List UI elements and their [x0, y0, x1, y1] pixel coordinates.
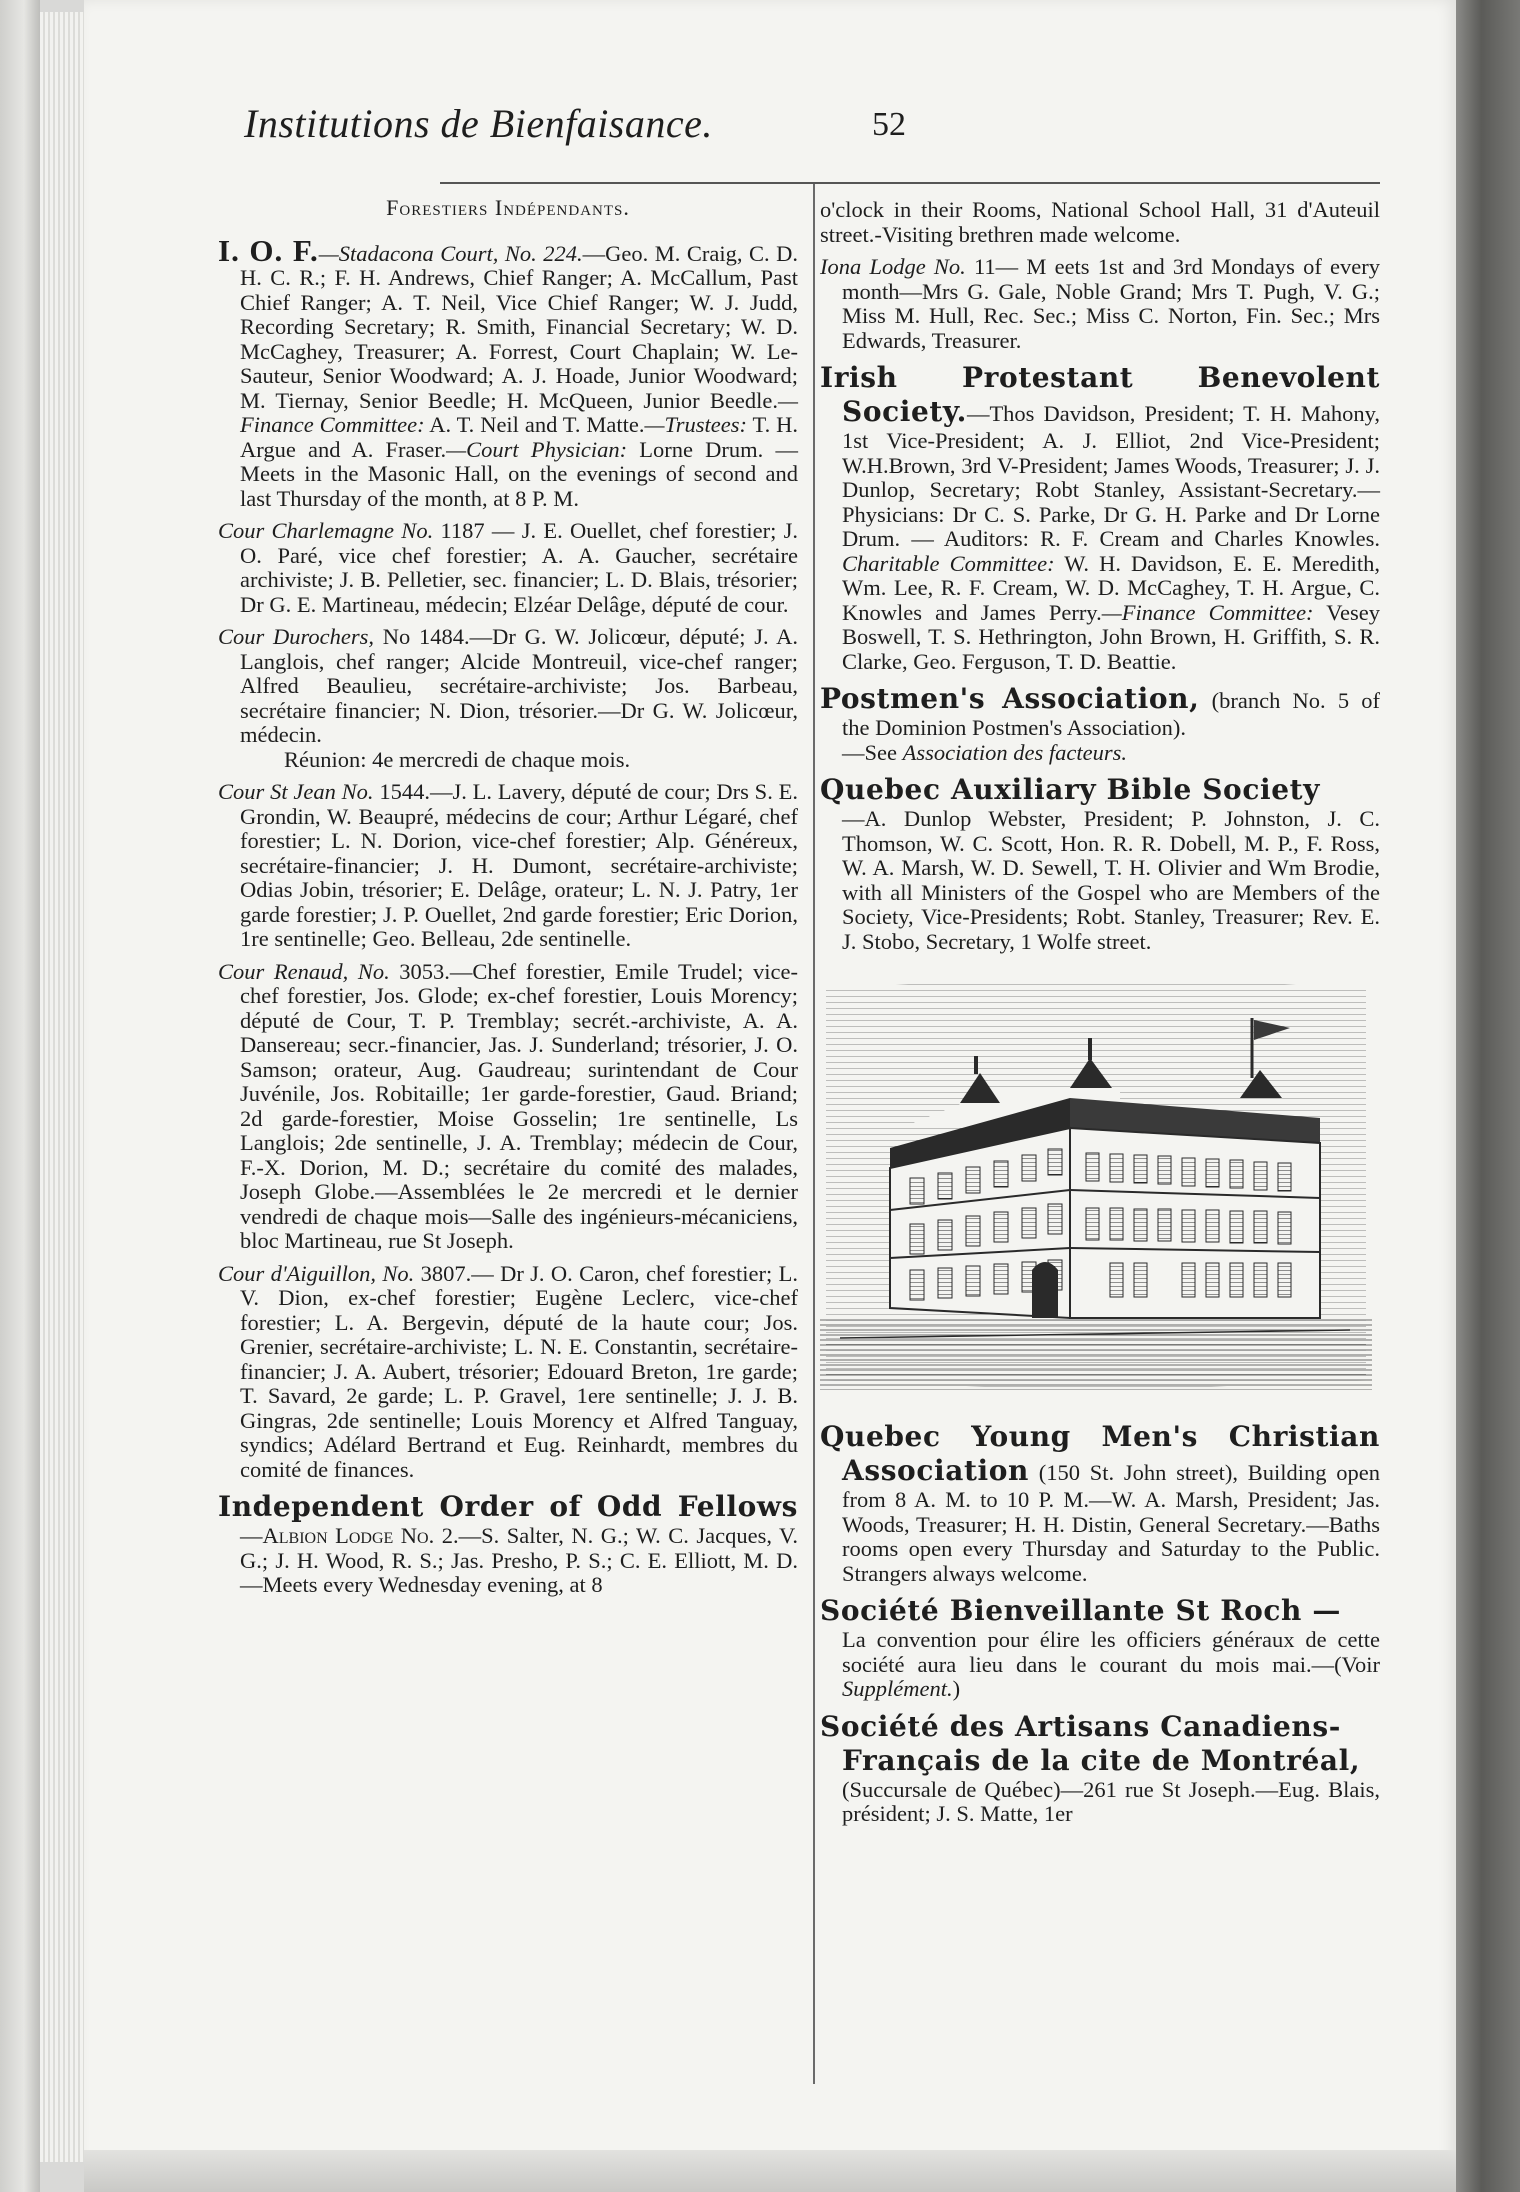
charlemagne-name: Cour Charlemagne No. — [218, 518, 434, 543]
irish-charitable-label: Charitable Committee: — [842, 550, 1055, 576]
entry-st-roch — [820, 1594, 1380, 1702]
page-number: 52 — [872, 106, 906, 143]
iof-trustees: T. H. Argue and A. Fraser. — [240, 412, 798, 462]
page-bottom-edge — [84, 2150, 1456, 2192]
odd-fellows-text: —S. Salter, N. G.; W. C. Jacques, V. G.; J. H. Wood, R. S.; Jas. Presho, P. S.; C. E. Elliott, M. D.—Meets every Wednesday evening, at 8 — [240, 1523, 798, 1597]
irish-finance-label: —Finance Committee: — [1101, 599, 1314, 625]
entry-cour-charlemagne — [218, 519, 798, 617]
column-divider — [813, 184, 815, 2084]
postmen-see-ref: Association des facteurs. — [902, 739, 1127, 765]
durochers-text: No 1484.—Dr G. W. Jolicœur, député; J. A. Langlois, chef ranger; Alcide Montreuil, vice-chef ranger; Alfred Beaulieu, secrétaire-archiviste; Jos. Barbeau, secrétaire financier; N. Dion, trésorier.—Dr G. W. Jolicœur, médecin. — [240, 624, 798, 747]
artisans-heading-1: Société des Artisans Canadiens- — [820, 1709, 1341, 1743]
postmen-heading: Postmen's Association, — [820, 682, 1200, 715]
irish-heading: Irish Protestant Benevolent Society. — [820, 361, 1380, 428]
irish-officers: —Thos Davidson, President; T. H. Mahony, 1st Vice-President; A. J. Elliot, 2nd Vice-President; W.H.Brown, 3rd V-President; James Woods, Treasurer; J. J. Dunlop, Secretary; Robt Stanley, Assistant-Secretary.—Physicians: Dr C. S. Parke, Dr G. H. Parke and Dr Lorne Drum. — Auditors: R. F. Cream and Charles Knowles. — [842, 401, 1380, 551]
section-heading-forestiers: Forestiers Indépendants. — [386, 195, 630, 220]
artisans-text: (Succursale de Québec)—261 rue St Joseph.—Eug. Blais, président; J. S. Matte, 1er — [842, 1776, 1380, 1826]
renaud-text: 3053.—Chef forestier, Emile Trudel; vice-chef forestier, Jos. Glode; ex-chef forestier, Louis Morency; député de Cour, T. P. Tremblay; secrét.-archiviste, A. A. Dansereau; secr.-financier, Jas. J. Sunderland; trésorier, J. O. Samson; orateur, Aug. Gaudreau; surintendant de Cour Juvénile, Jos. Robitaille; 1er garde-forestier, Gaud. Briand; 2d garde-forestier, Moise Gosselin; 1re sentinelle, Ls Langlois; 2de sentinelle, J. A. Tremblay; médecin de Cour, F.-X. Dorion, M. D.; secrétaire du comité des malades, Joseph Globe.—Assemblées le 2e mercredi et le dernier vendredi de chaque mois—Salle des ingénieurs-mécaniciens, bloc Martineau, rue St Joseph. — [240, 958, 798, 1253]
entry-postmen — [820, 682, 1380, 765]
iof-heading: I. O. F. — [218, 232, 319, 268]
entry-cour-st-jean — [218, 780, 798, 952]
entry-cour-renaud — [218, 960, 798, 1254]
page-header — [160, 100, 1390, 160]
st-roch-text: La convention pour élire les officiers généraux de cette société aura lieu dans le courant du mois mai.—(Voir — [842, 1627, 1380, 1677]
iof-physician-label: —Court Physician: — [446, 436, 628, 462]
iona-text: 11— M eets 1st and 3rd Mondays of every month—Mrs G. Gale, Noble Grand; Mrs T. Pugh, V. G.; Miss M. Hull, Rec. Sec.; Miss C. Norton, Fin. Sec.; Mrs Edwards, Treasurer. — [842, 254, 1380, 353]
renaud-name: Cour Renaud, No. — [218, 958, 390, 984]
st-jean-text: 1544.—J. L. Lavery, député de cour; Drs S. E. Grondin, W. Beaupré, médecins de cour; Arthur Légaré, chef forestier; L. N. Dorion, vice-chef forestier; Alp. Généreux, secrétaire-financier; J. H. Dumont, secrétaire-archiviste; Odias Jobin, trésorier; E. Delâge, orateur; L. N. J. Patry, 1er garde forestier; J. P. Ouellet, 2nd garde forestier; Eric Dorion, 1re sentinelle; Geo. Belleau, 2de sentinelle. — [240, 779, 798, 951]
book-spine-shadow — [1456, 0, 1520, 2192]
entry-artisans — [820, 1710, 1380, 1827]
entry-cour-durochers — [218, 625, 798, 772]
running-title: Institutions de Bienfaisance. — [244, 101, 713, 146]
iof-finance: A. T. Neil and T. Matte. — [424, 412, 645, 437]
entry-odd-fellows — [218, 1490, 798, 1598]
entry-bible-society — [820, 773, 1380, 954]
charlemagne-text: 1187 — J. E. Ouellet, chef forestier; J. O. Paré, vice chef forestier; A. A. Gaucher, secrétaire archiviste; J. B. Pelletier, sec. financier; L. D. Blais, trésorier; Dr G. E. Martineau, médecin; Elzéar Delâge, député de cour. — [240, 518, 799, 617]
iof-officers: —Geo. M. Craig, C. D. H. C. R.; F. H. Andrews, Chief Ranger; A. McCallum, Past Chief Ranger; A. T. Neil, Vice Chief Ranger; W. J. Judd, Recording Secretary; R. Smith, Financial Secretary; W. D. McCaghey, Treasurer; A. Forrest, Court Chaplain; W. Le-Sauteur, Senior Woodward; A. J. Hoade, Junior Woodward; M. Tiernay, Senior Beedle; H. McQueen, Junior Beedle. — [240, 240, 798, 413]
durochers-name: Cour Durochers, — [218, 624, 375, 649]
ymca-building-engraving — [820, 978, 1372, 1390]
st-roch-heading: Société Bienveillante St Roch — [820, 1594, 1303, 1627]
entry-iof — [218, 232, 798, 512]
iof-trustees-label: —Trustees: — [644, 412, 748, 437]
st-roch-dash: — — [1302, 1594, 1341, 1627]
entry-irish-protestant — [820, 361, 1380, 674]
book-page-edges — [40, 12, 84, 2162]
iona-name: Iona Lodge No. — [820, 254, 966, 279]
postmen-see: —See — [842, 739, 903, 765]
iof-finance-label: —Finance Committee: — [240, 387, 798, 437]
irish-finance: Vesey Boswell, T. S. Hethrington, John Brown, H. Griffith, S. R. Clarke, Geo. Ferguson, T. D. Beattie. — [842, 599, 1381, 674]
right-column — [820, 198, 1380, 1835]
building-illustration — [820, 978, 1372, 1390]
entry-ymca — [820, 1420, 1380, 1586]
postmen-text: (branch No. 5 of the Dominion Postmen's Association). — [842, 688, 1380, 740]
scanner-bed-left — [0, 0, 40, 2192]
entry-iona-lodge — [820, 255, 1380, 353]
bible-heading: Quebec Auxiliary Bible Society — [820, 773, 1321, 806]
aiguillon-name: Cour d'Aiguillon, No. — [218, 1260, 415, 1286]
entry-cour-aiguillon — [218, 1262, 798, 1483]
durochers-reunion: Réunion: 4e mercredi de chaque mois. — [284, 746, 631, 772]
st-jean-name: Cour St Jean No. — [218, 779, 374, 804]
iof-court: —Stadacona Court, No. 224. — [318, 240, 583, 266]
ymca-text: (150 St. John street), Building open from 8 A. M. to 10 P. M.—W. A. Marsh, President; Jas. Woods, Treasurer; H. H. Distin, General Secretary.—Baths rooms open every Thursday and Saturday to the Public. Strangers always welcome. — [842, 1460, 1380, 1586]
odd-fellows-continued: o'clock in their Rooms, National School Hall, 31 d'Auteuil street.-Visiting brethren made welcome. — [820, 197, 1380, 247]
left-column — [218, 196, 798, 1606]
irish-charitable: W. H. Davidson, E. E. Meredith, Wm. Lee, R. F. Cream, W. D. McCaghey, T. H. Argue, C. Knowles and James Perry. — [842, 550, 1380, 625]
st-roch-close: ) — [952, 1676, 961, 1701]
odd-fellows-lodge: —Albion Lodge No. 2. — [240, 1523, 459, 1548]
ymca-heading: Quebec Young Men's Christian Association — [820, 1420, 1380, 1487]
st-roch-ref: Supplément. — [842, 1676, 953, 1701]
odd-fellows-heading: Independent Order of Odd Fellows — [218, 1490, 798, 1523]
header-rule — [440, 182, 1380, 184]
iof-physician-meets: Lorne Drum. — Meets in the Masonic Hall, on the evenings of second and last Thursday of the month, at 8 P. M. — [240, 436, 798, 511]
bible-text: —A. Dunlop Webster, President; P. Johnston, J. C. Thomson, W. C. Scott, Hon. R. R. Dobell, M. P., F. Ross, W. A. Marsh, W. D. Sewell, T. H. Olivier and Wm Brodie, with all Ministers of the Gospel who are Members of the Society, Vice-Presidents; Robt. Stanley, Treasurer; Rev. E. J. Stobo, Secretary, 1 Wolfe street. — [842, 806, 1380, 954]
aiguillon-text: 3807.— Dr J. O. Caron, chef forestier; L. V. Dion, ex-chef forestier; Eugène Leclerc, vice-chef forestier; L. A. Bergevin, député de la haute cour; Jos. Grenier, secrétaire-archiviste; L. N. E. Constantin, secrétaire-financier; J. A. Aubert, trésorier; Edouard Breton, 1re garde; T. Savard, 2e garde; L. P. Gravel, 1ere sentinelle; J. J. B. Gingras, 2de sentinelle; Louis Morency et Alfred Tanguay, syndics; Adélard Bertrand et Eug. Reinhardt, membres du comité de finances. — [240, 1260, 798, 1482]
artisans-heading-2: Français de la cite de Montréal, — [842, 1743, 1361, 1777]
